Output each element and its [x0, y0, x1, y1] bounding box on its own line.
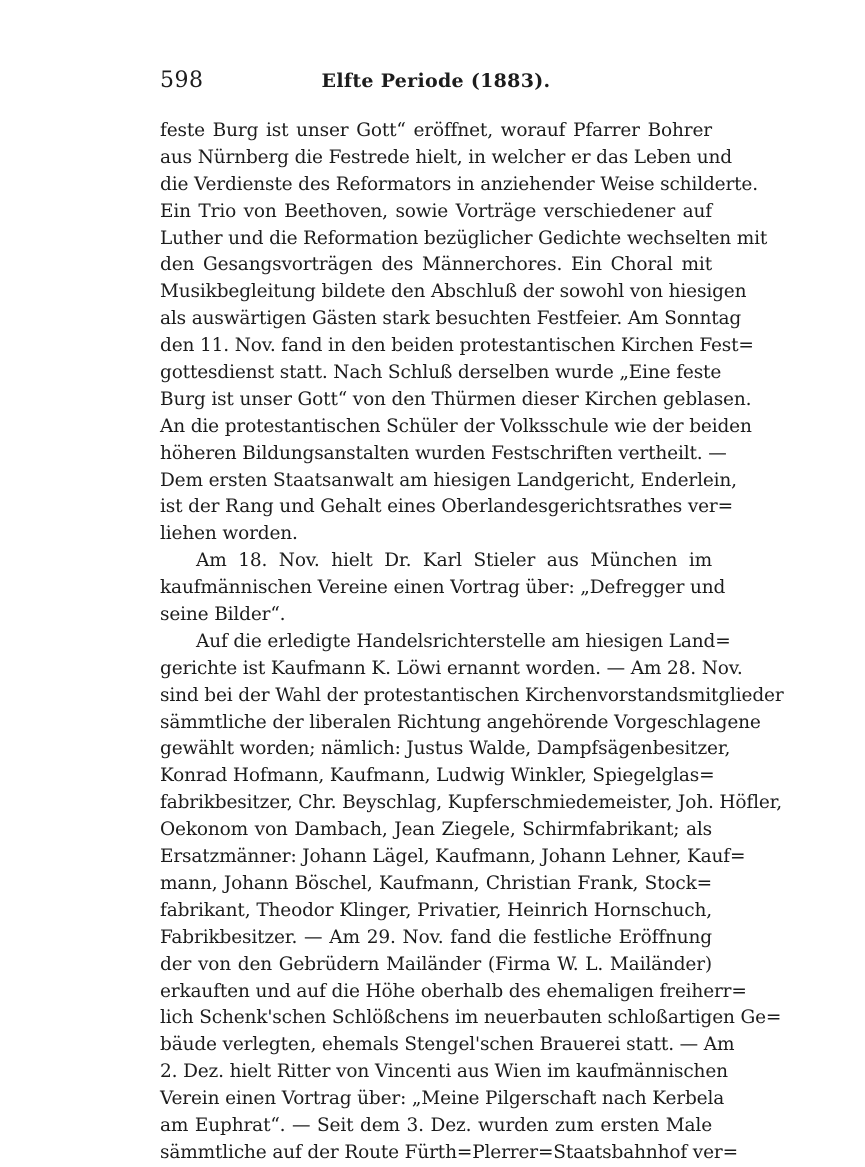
- text-line: Ersatzmänner: Johann Lägel, Kaufmann, Johann Lehner, Kauf=: [160, 846, 746, 868]
- text-line: höheren Bildungsanstalten wurden Festschriften vertheilt. —: [160, 442, 727, 464]
- text-line: gerichte ist Kaufmann K. Löwi ernannt worden. — Am 28. Nov.: [160, 657, 743, 679]
- text-line: gewählt worden; nämlich: Justus Walde, Dampfsägenbesitzer,: [160, 738, 731, 760]
- text-line: sämmtliche auf der Route Fürth=Plerrer=Staatsbahnhof ver=: [160, 1141, 738, 1163]
- text-line: gottesdienst statt. Nach Schluß derselben wurde „Eine feste: [160, 362, 722, 384]
- text-line: Am 18. Nov. hielt Dr. Karl Stieler aus München im: [196, 550, 712, 572]
- text-line: Verein einen Vortrag über: „Meine Pilgerschaft nach Kerbela: [160, 1088, 725, 1110]
- text-line: feste Burg ist unser Gott“ eröffnet, worauf Pfarrer Bohrer: [160, 120, 712, 141]
- text-line: liehen worden.: [160, 523, 298, 545]
- text-line: Ein Trio von Beethoven, sowie Vorträge verschiedener auf: [160, 200, 712, 222]
- text-line: Fabrikbesitzer. — Am 29. Nov. fand die festliche Eröffnung: [160, 926, 712, 948]
- text-line: sämmtliche der liberalen Richtung angehörende Vorgeschlagene: [160, 711, 761, 733]
- text-line: die Verdienste des Reformators in anziehender Weise schilderte.: [160, 173, 758, 195]
- text-line: Burg ist unser Gott“ von den Thürmen dieser Kirchen geblasen.: [160, 388, 752, 410]
- text-line: der von den Gebrüdern Mailänder (Firma W. L. Mailänder): [160, 953, 712, 975]
- page-number: 598: [160, 68, 204, 93]
- text-line: Luther und die Reformation bezüglicher Gedichte wechselten mit: [160, 227, 768, 249]
- text-line: aus Nürnberg die Festrede hielt, in welcher er das Leben und: [160, 146, 732, 168]
- text-line: sind bei der Wahl der protestantischen Kirchenvorstandsmitglieder: [160, 684, 784, 706]
- text-line: Konrad Hofmann, Kaufmann, Ludwig Winkler, Spiegelglas=: [160, 765, 715, 787]
- text-line: 2. Dez. hielt Ritter von Vincenti aus Wien im kaufmännischen: [160, 1061, 728, 1083]
- text-line: Auf die erledigte Handelsrichterstelle am hiesigen Land=: [196, 630, 731, 652]
- text-line: fabrikbesitzer, Chr. Beyschlag, Kupferschmiedemeister, Joh. Höfler,: [160, 792, 783, 814]
- text-line: fabrikant, Theodor Klinger, Privatier, Heinrich Hornschuch,: [160, 899, 712, 921]
- text-line: Oekonom von Dambach, Jean Ziegele, Schirmfabrikant; als: [160, 819, 712, 841]
- body-text: [160, 118, 784, 1167]
- text-line: am Euphrat“. — Seit dem 3. Dez. wurden zum ersten Male: [160, 1114, 712, 1136]
- text-line: bäude verlegten, ehemals Stengel'schen Brauerei statt. — Am: [160, 1034, 735, 1056]
- text-line: erkauften und auf die Höhe oberhalb des ehemaligen freiherr=: [160, 980, 747, 1002]
- text-line: den 11. Nov. fand in den beiden protestantischen Kirchen Fest=: [160, 335, 754, 357]
- text-line: mann, Johann Böschel, Kaufmann, Christian Frank, Stock=: [160, 872, 712, 894]
- text-line: als auswärtigen Gästen stark besuchten Festfeier. Am Sonntag: [160, 308, 742, 330]
- page-header: [160, 68, 712, 104]
- running-head: Elfte Periode (1883).: [321, 70, 551, 92]
- text-line: Musikbegleitung bildete den Abschluß der sowohl von hiesigen: [160, 281, 747, 303]
- text-line: An die protestantischen Schüler der Volksschule wie der beiden: [160, 415, 752, 437]
- text-line: kaufmännischen Vereine einen Vortrag über: „Defregger und: [160, 577, 726, 599]
- text-line: seine Bilder“.: [160, 604, 286, 626]
- text-line: lich Schenk'schen Schlößchens im neuerbauten schloßartigen Ge=: [160, 1007, 782, 1029]
- text-line: den Gesangsvorträgen des Männerchores. Ein Choral mit: [160, 254, 712, 276]
- text-line: ist der Rang und Gehalt eines Oberlandesgerichtsrathes ver=: [160, 496, 733, 518]
- text-line: Dem ersten Staatsanwalt am hiesigen Landgericht, Enderlein,: [160, 469, 737, 491]
